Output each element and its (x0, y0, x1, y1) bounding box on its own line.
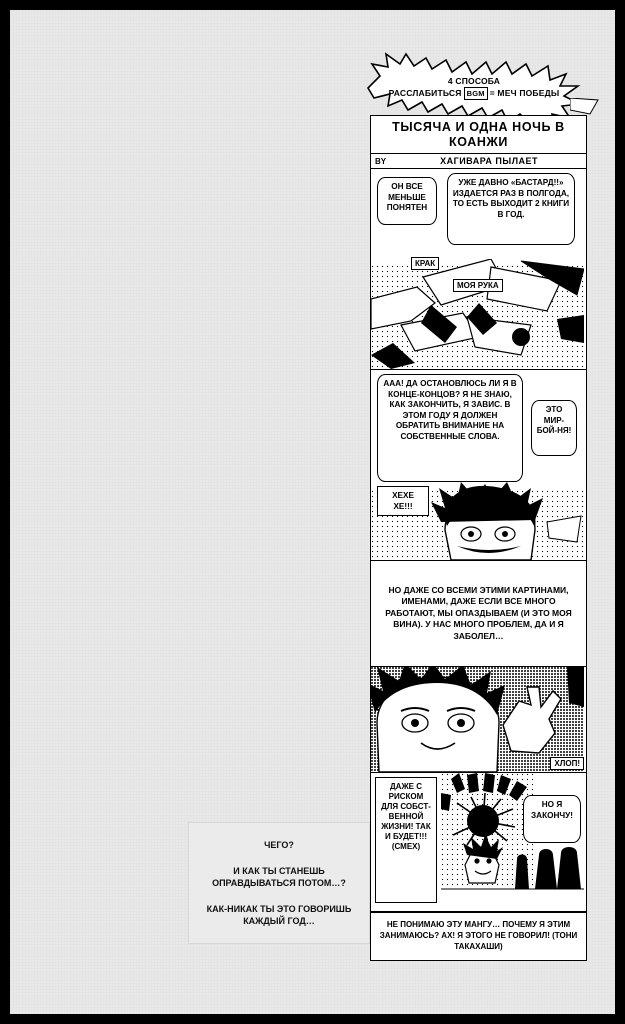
strip-title (371, 116, 586, 153)
note-line-2-a: И КАК ТЫ (233, 866, 280, 876)
burst-line-2-left: РАССЛАБИТЬСЯ (388, 88, 462, 98)
panel-1-sfx-my-hand: МОЯ РУКА (453, 279, 503, 292)
panel-5-bubble-right: НО Я ЗАКОНЧУ! (523, 795, 581, 843)
strip-credit-bar (371, 153, 586, 169)
note-line-2-emphasis: СТАНЕШЬ (279, 866, 325, 876)
burst-line-1: 4 СПОСОБА (447, 76, 501, 86)
panel-1-sfx-krak: КРАК (411, 257, 439, 270)
manga-page (10, 10, 615, 1014)
starburst-text (358, 52, 590, 124)
note-line-3: КАК-НИКАК ТЫ ЭТО ГОВОРИШЬ КАЖДЫЙ ГОД… (206, 904, 352, 926)
panel-3 (371, 561, 586, 667)
panel-6 (371, 912, 586, 960)
note-line-2-c: ОПРАВДЫВАТЬСЯ ПОТОМ…? (212, 878, 346, 888)
strip-title-line-1: ТЫСЯЧА И ОДНА НОЧЬ В (392, 120, 565, 134)
panel-5 (371, 773, 586, 912)
credit-author-name: ХАГИВАРА ПЫЛАЕТ (440, 156, 539, 166)
panel-2-bubble-main: ААА! ДА ОСТАНОВЛЮСЬ ЛИ Я В КОНЦЕ-КОНЦОВ? Я НЕ ЗНАЮ, КАК ЗАКОНЧИТЬ, Я ЗАВИС. В ЭТОМ ГОДУ Я ДОЛЖЕН ОБРАТИТЬ ВНИМАНИЕ НА СОБСТВЕННЫЕ СЛОВА. (377, 374, 523, 482)
panel-2-character-art (431, 482, 584, 560)
panel-1-bubble-left: ОН ВСЕ МЕНЬШЕ ПОНЯТЕН (377, 177, 437, 225)
panel-6-text: НЕ ПОНИМАЮ ЭТУ МАНГУ… ПОЧЕМУ Я ЭТИМ ЗАНИМАЮСЬ? АХ! Я ЭТОГО НЕ ГОВОРИЛ! (ТОНИ ТАКАХАШИ) (371, 913, 586, 960)
panel-2-bubble-side: ЭТО МИР-БОЙ-НЯ! (531, 400, 577, 456)
credit-by-label: BY (375, 156, 387, 166)
panel-2 (371, 370, 586, 561)
note-line-1: ЧЕГО? (264, 840, 294, 850)
panel-5-bubble-left: ДАЖЕ С РИСКОМ ДЛЯ СОБСТ-ВЕННОЙ ЖИЗНИ! ТАК И БУДЕТ!!! (СМЕХ) (375, 777, 437, 903)
strip-title-line-2: КОАНЖИ (449, 135, 508, 149)
panel-1 (371, 169, 586, 370)
panel-4 (371, 667, 586, 773)
note-line-2 (212, 865, 346, 889)
comic-strip (370, 115, 587, 961)
panel-1-art (371, 259, 584, 369)
panel-3-narration: НО ДАЖЕ СО ВСЕМИ ЭТИМИ КАРТИНАМИ, ИМЕНАМИ, ДАЖЕ ЕСЛИ ВСЕ МНОГО РАБОТАЮТ, МЫ ОПАЗДЫВАЕМ (И ЭТО МОЯ ВИНА). У НАС МНОГО ПРОБЛЕМ, ДА И Я ЗАБОЛЕЛ… (371, 561, 586, 666)
panel-2-bubble-laugh: ХЕХЕ ХЕ!!! (377, 486, 429, 516)
bgm-label: BGM (464, 87, 488, 100)
panel-4-sfx-clap: ХЛОП! (550, 757, 584, 770)
burst-line-2-right: = МЕЧ ПОБЕДЫ (489, 88, 560, 98)
note-box (188, 822, 370, 944)
panel-1-bubble-right: УЖЕ ДАВНО «БАСТАРД!!» ИЗДАЕТСЯ РАЗ В ПОЛГОДА, ТО ЕСТЬ ВЫХОДИТ 2 КНИГИ В ГОД. (447, 173, 575, 245)
starburst-header (358, 52, 590, 124)
